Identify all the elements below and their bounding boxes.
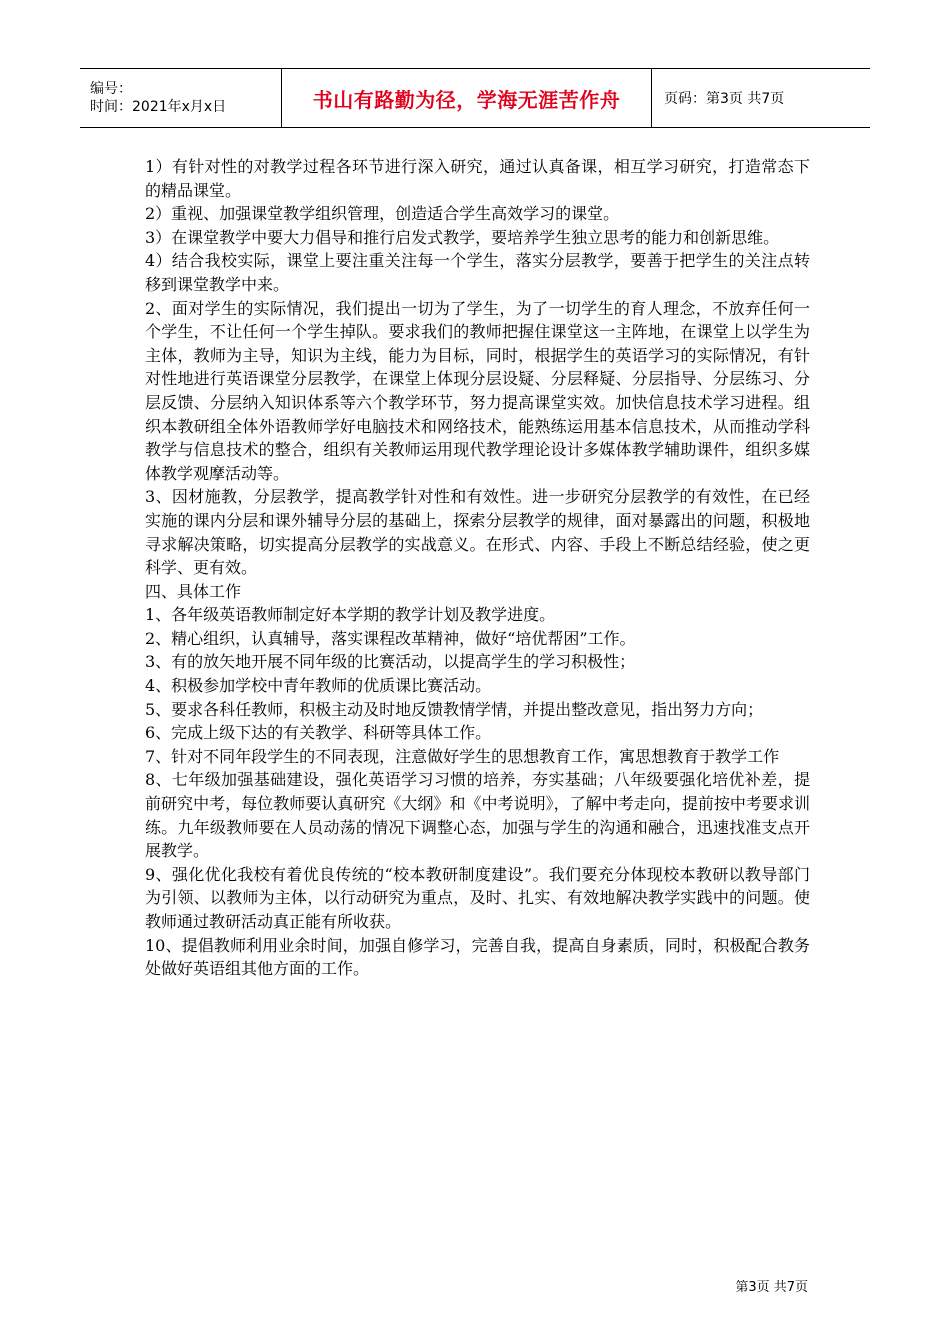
paragraph: 3、有的放矢地开展不同年级的比赛活动，以提高学生的学习积极性； (145, 652, 636, 672)
paragraph: 4、积极参加学校中青年教师的优质课比赛活动。 (145, 676, 492, 696)
paragraph: 10、提倡教师利用业余时间，加强自修学习，完善自我，提高自身素质，同时，积极配合教务处做好英语组其他方面的工作。 (145, 935, 810, 979)
header-motto: 书山有路勤为径，学海无涯苦作舟 (312, 87, 621, 112)
paragraph: 6、完成上级下达的有关教学、科研等具体工作。 (145, 723, 492, 743)
document-number-label: 编号： (90, 81, 132, 97)
page-header (80, 68, 870, 128)
paragraph: 1）有针对性的对教学过程各环节进行深入研究，通过认真备课，相互学习研究，打造常态下的精品课堂。 (145, 157, 810, 200)
document-body (145, 155, 810, 981)
paragraph: 7、针对不同年段学生的不同表现，注意做好学生的思想教育工作，寓思想教育于教学工作 (145, 746, 780, 766)
paragraph: 2）重视、加强课堂教学组织管理，创造适合学生高效学习的课堂。 (145, 204, 620, 224)
paragraph: 8、七年级加强基础建设，强化英语学习习惯的培养，夯实基础；八年级要强化培优补差，提前研究中考，每位教师要认真研究《大纲》和《中考说明》，了解中考走向，提前按中考要求训练。九年级教师要在人员动荡的情况下调整心态，加强与学生的沟通和融合，迅速找准支点开展教学。 (145, 770, 810, 861)
paragraph: 5、要求各科任教师，积极主动及时地反馈教情学情，并提出整改意见，指出努力方向； (145, 699, 764, 719)
document-date-label: 时间：2021年x月x日 (90, 99, 227, 115)
paragraph: 3）在课堂教学中要大力倡导和推行启发式教学，要培养学生独立思考的能力和创新思维。 (145, 227, 780, 247)
paragraph: 2、面对学生的实际情况，我们提出一切为了学生，为了一切学生的育人理念，不放弃任何一个学生，不让任何一个学生掉队。要求我们的教师把握住课堂这一主阵地，在课堂上以学生为主体，教师为主导，知识为主线，能力为目标，同时，根据学生的英语学习的实际情况，有针对性地进行英语课堂分层教学，在课堂上体现分层设疑、分层释疑、分层指导、分层练习、分层反馈、分层纳入知识体系等六个教学环节，努力提高课堂实效。加快信息技术学习进程。组织本教研组全体外语教师学好电脑技术和网络技术，能熟练运用基本信息技术，从而推动学科教学与信息技术的整合，组织有关教师运用现代教学理论设计多媒体教学辅助课件，组织多媒体教学观摩活动等。 (145, 298, 810, 483)
header-meta (80, 69, 282, 127)
header-page-cell (652, 69, 870, 127)
paragraph: 2、精心组织，认真辅导，落实课程改革精神，做好“培优帮困”工作。 (145, 628, 636, 648)
paragraph: 9、强化优化我校有着优良传统的“校本教研制度建设”。我们要充分体现校本教研以教导部门为引领、以教师为主体，以行动研究为重点，及时、扎实、有效地解决教学实践中的问题。使教师通过教研活动真正能有所收获。 (145, 864, 810, 931)
paragraph: 1、各年级英语教师制定好本学期的教学计划及教学进度。 (145, 605, 556, 625)
paragraph: 3、因材施教，分层教学，提高教学针对性和有效性。进一步研究分层教学的有效性，在已经实施的课内分层和课外辅导分层的基础上，探索分层教学的规律，面对暴露出的问题，积极地寻求解决策略，切实提高分层教学的实战意义。在形式、内容、手段上不断总结经验，使之更科学、更有效。 (145, 487, 810, 578)
header-page-number: 页码：第3页 共7页 (664, 91, 785, 107)
paragraph: 4）结合我校实际，课堂上要注重关注每一个学生，落实分层教学，要善于把学生的关注点转移到课堂教学中来。 (145, 251, 810, 294)
header-motto-cell (282, 69, 652, 127)
footer-page-number: 第3页 共7页 (735, 1280, 808, 1295)
section-heading: 四、具体工作 (145, 581, 242, 601)
